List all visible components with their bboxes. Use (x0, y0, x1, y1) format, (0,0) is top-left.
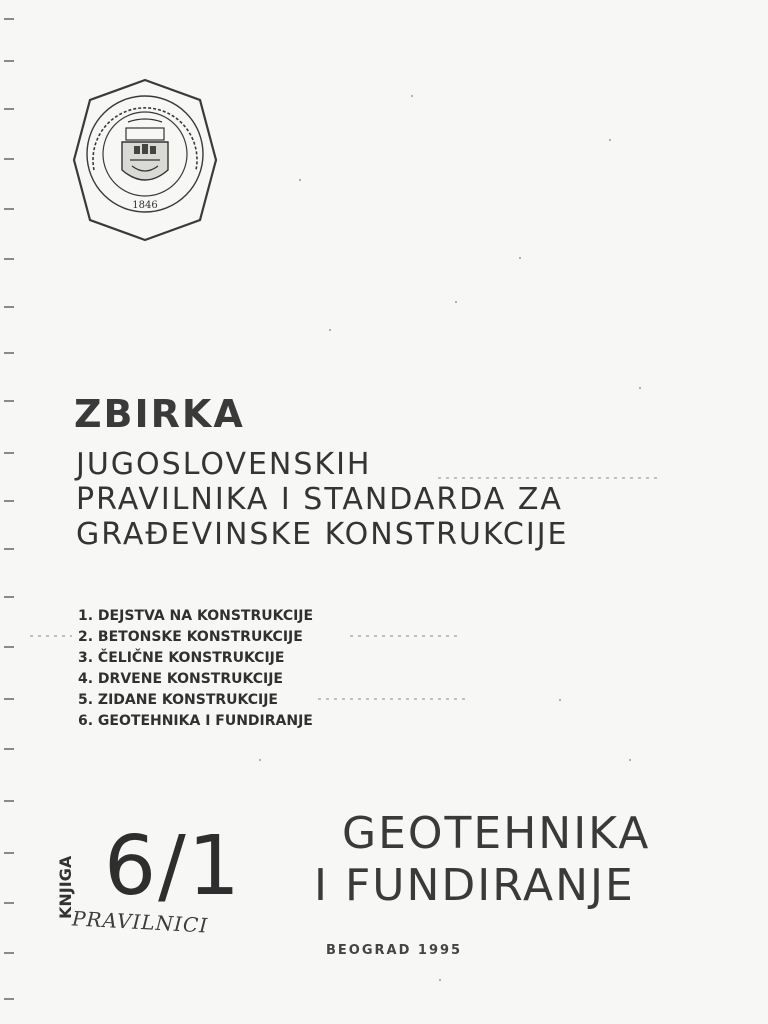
subtitle-line: JUGOSLOVENSKIH (76, 447, 372, 482)
volume-list-item: 3. ČELIČNE KONSTRUKCIJE (78, 650, 285, 666)
university-seal-logo (72, 78, 218, 242)
volume-list-item: 1. DEJSTVA NA KONSTRUKCIJE (78, 608, 314, 624)
volume-list-item: 5. ZIDANE KONSTRUKCIJE (78, 692, 278, 708)
subject-line: I FUNDIRANJE (314, 860, 635, 911)
collection-title: ZBIRKA (74, 392, 245, 436)
volume-list-item: 2. BETONSKE KONSTRUKCIJE (78, 629, 303, 645)
book-label: KNJIGA (56, 855, 75, 919)
subject-line: GEOTEHNIKA (342, 808, 651, 859)
binding-edge (0, 0, 20, 1024)
book-number: 6/1 (104, 819, 242, 914)
handwritten-note: PRAVILNICI (71, 906, 209, 938)
volume-subject-title (314, 808, 650, 912)
volume-list (78, 606, 313, 732)
subtitle-line: PRAVILNIKA I STANDARDA ZA (76, 482, 563, 517)
collection-subtitle (76, 447, 569, 552)
svg-text:1846: 1846 (132, 200, 158, 211)
subtitle-line: GRAĐEVINSKE KONSTRUKCIJE (76, 517, 569, 552)
imprint: BEOGRAD 1995 (326, 943, 463, 958)
volume-list-item: 6. GEOTEHNIKA I FUNDIRANJE (78, 713, 313, 729)
volume-list-item: 4. DRVENE KONSTRUKCIJE (78, 671, 283, 687)
